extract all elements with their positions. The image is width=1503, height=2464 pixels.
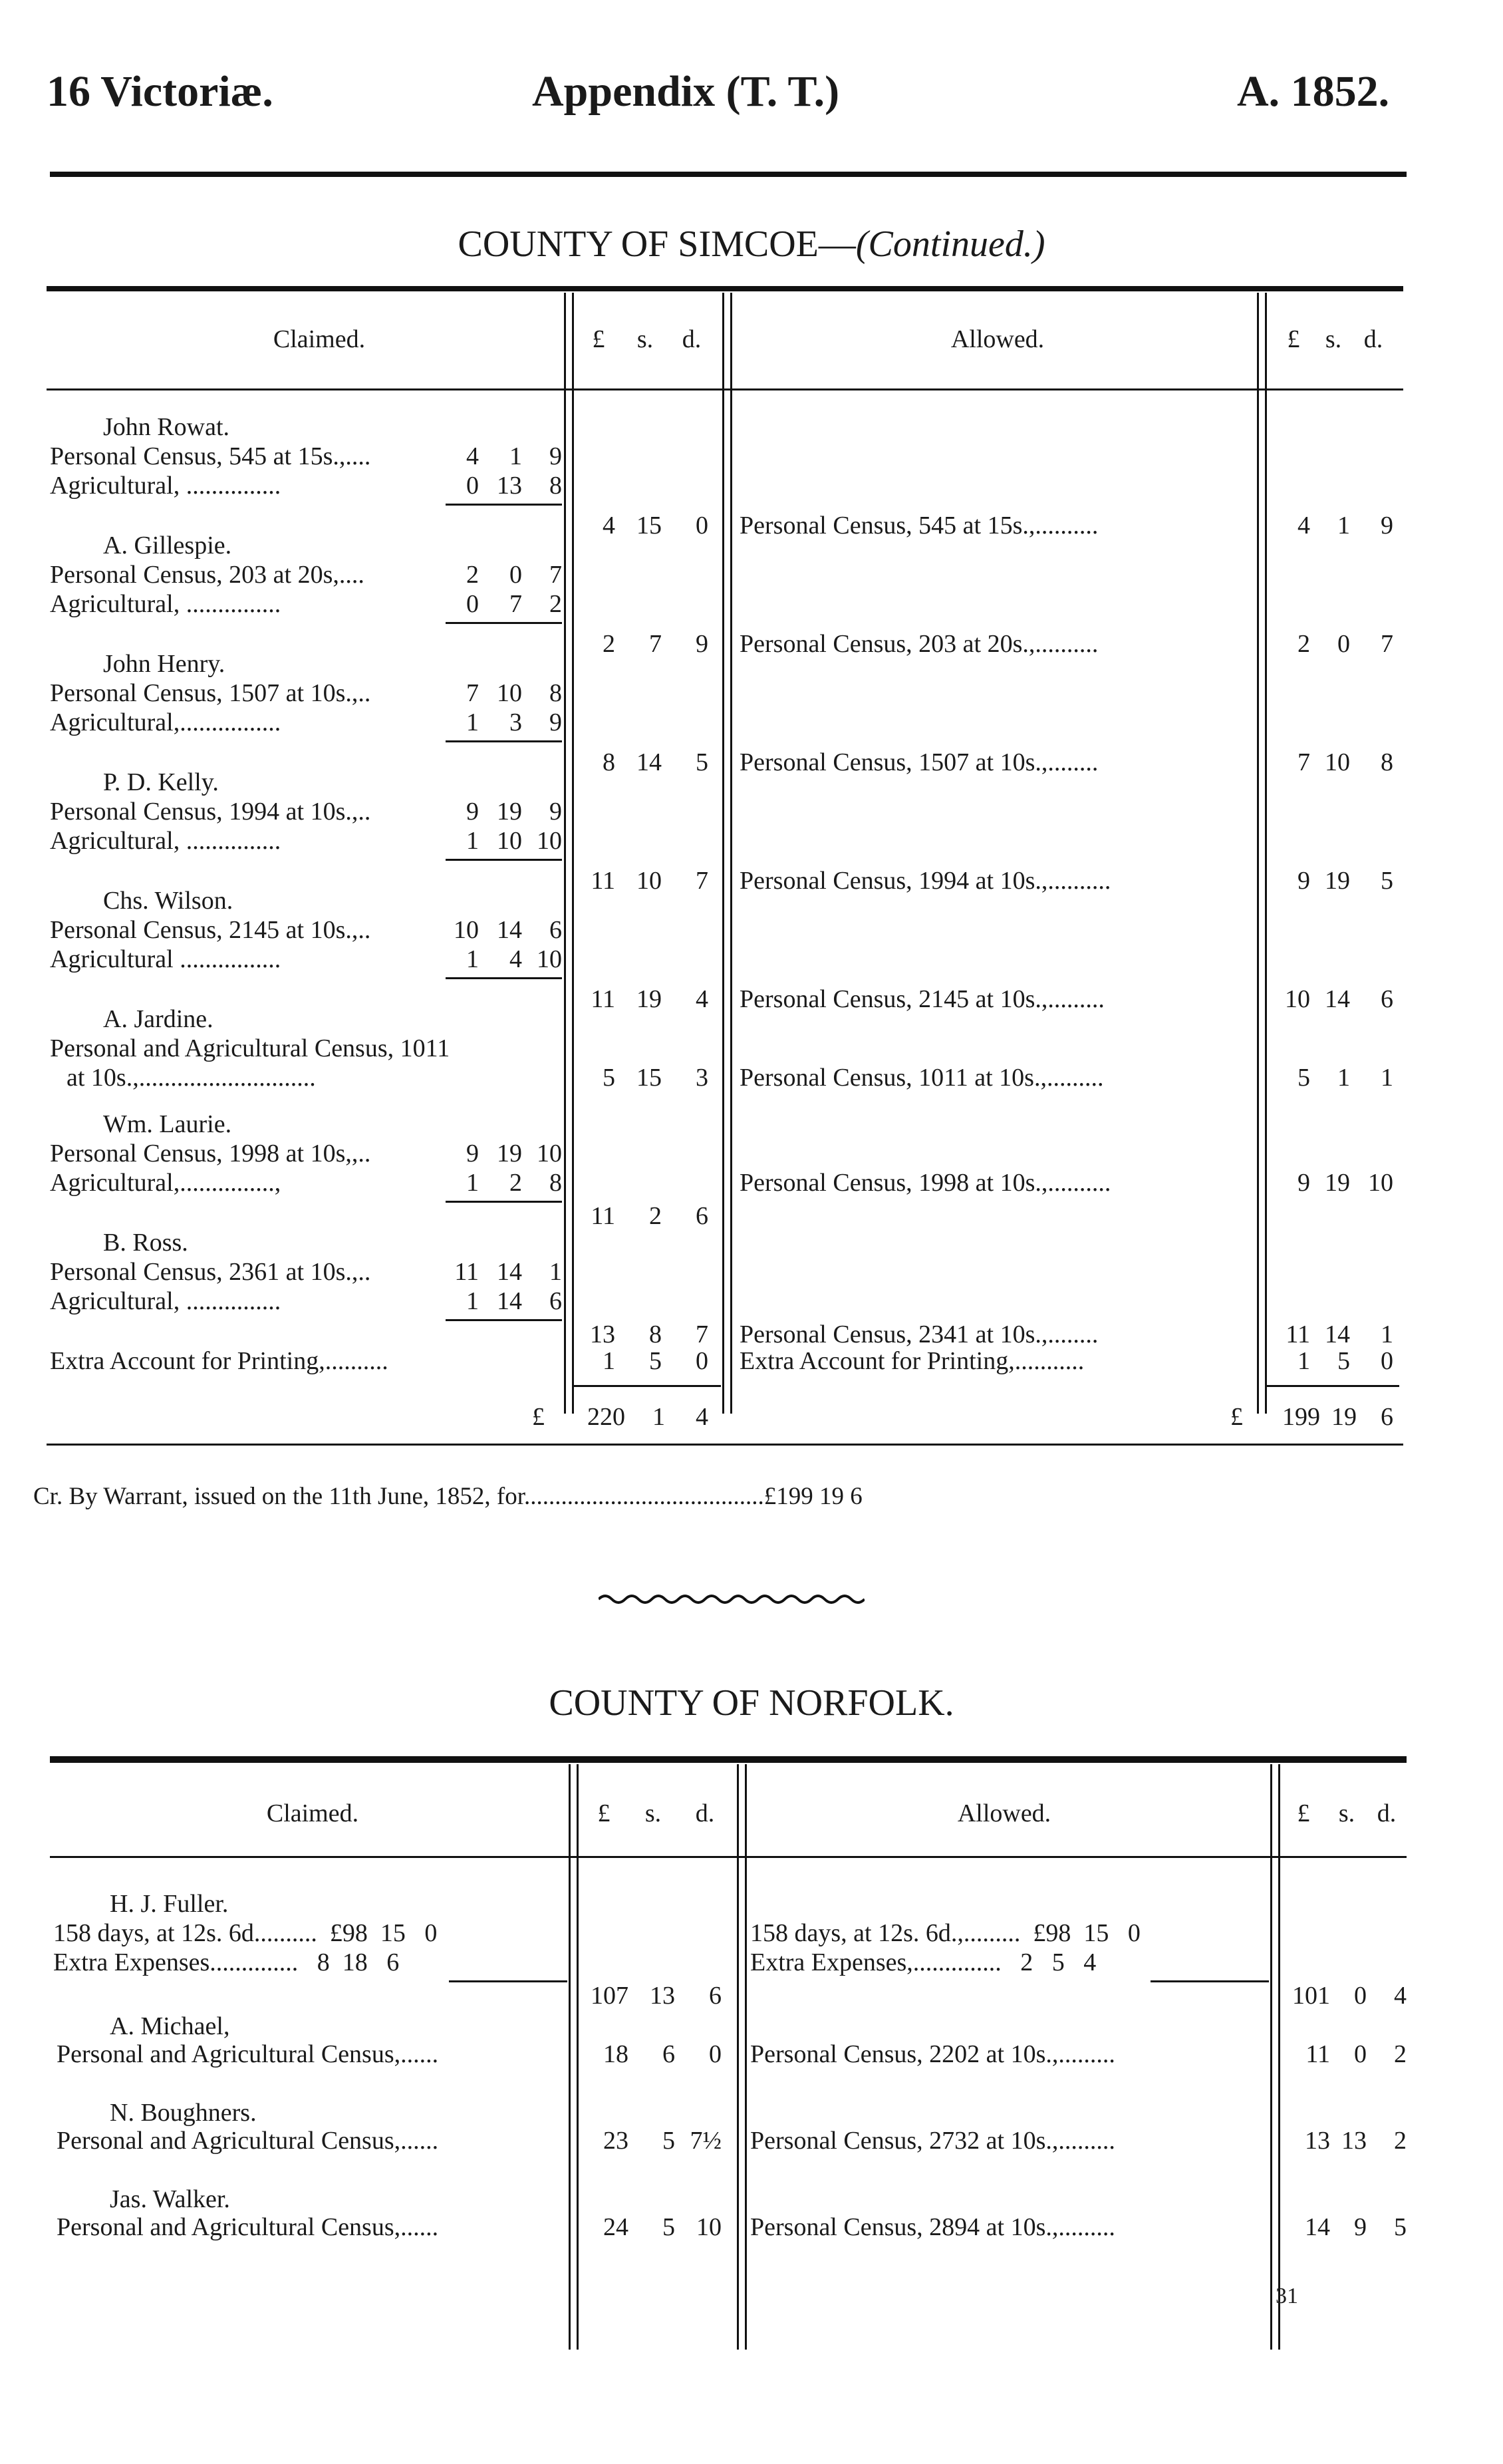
total-pounds: 13 xyxy=(590,1320,615,1348)
header-year: A. 1852. xyxy=(1237,67,1390,116)
total-shillings: 2 xyxy=(649,1202,662,1230)
total-shillings: 19 xyxy=(636,985,662,1013)
total-pence: 3 xyxy=(696,1064,708,1092)
warrant-line: Cr. By Warrant, issued on the 11th June, 1852, for.......................................£199 19 6 xyxy=(33,1483,863,1510)
allowed-line: Personal Census, 2732 at 10s.,......... xyxy=(750,2127,1115,2155)
claim-line: Extra Expenses.............. 8 18 6 xyxy=(53,1948,400,1976)
allowed-header: Allowed. xyxy=(950,325,1045,353)
claim-shillings: 7 xyxy=(509,590,522,618)
claim-line: Agricultural, ............... xyxy=(50,1287,281,1315)
claim-line: Personal Census, 545 at 15s.,.... xyxy=(50,442,371,470)
allowed-pence: 7 xyxy=(1381,630,1393,658)
total-pounds: 8 xyxy=(603,748,615,776)
total-pence: 6 xyxy=(696,1202,708,1230)
total-shillings: 5 xyxy=(662,2213,675,2241)
simcoe-bottom-rule xyxy=(47,1444,1403,1446)
claim-pounds: 0 xyxy=(466,472,479,500)
allowed-shillings: 14 xyxy=(1325,985,1350,1013)
allowed-shillings: 10 xyxy=(1325,748,1350,776)
allowed-pence: 2 xyxy=(1394,2040,1407,2068)
claim-pence: 7 xyxy=(549,561,562,589)
claim-pounds: 11 xyxy=(454,1258,479,1286)
pound-header: £ xyxy=(597,1799,611,1827)
sum-rule xyxy=(446,622,562,624)
allowed-shillings: 19 xyxy=(1325,1169,1350,1197)
page-number: 31 xyxy=(1276,2284,1298,2308)
claim-pence: 6 xyxy=(549,1287,562,1315)
total-shillings: 8 xyxy=(649,1320,662,1348)
claimant-name: P. D. Kelly. xyxy=(103,768,219,796)
claimant-name: B. Ross. xyxy=(103,1229,188,1257)
extra-account-line: Extra Account for Printing,.......... xyxy=(50,1347,388,1375)
allowed-pounds: 9 xyxy=(1298,867,1310,895)
total-pence: 6 xyxy=(709,1982,722,2010)
pence-header: d. xyxy=(1363,325,1383,353)
claim-pence: 10 xyxy=(537,945,562,973)
allowed-pounds: 10 xyxy=(1285,985,1310,1013)
claim-pounds: 1 xyxy=(466,708,479,736)
norfolk-col-rule xyxy=(569,1764,571,2350)
total-pence: 7 xyxy=(696,867,708,895)
allowed-shillings: 0 xyxy=(1354,1982,1367,2010)
allowed-line: Personal Census, 1011 at 10s.,......... xyxy=(740,1064,1104,1092)
simcoe-col-rule xyxy=(1265,293,1267,1414)
claim-pence: 1 xyxy=(549,1258,562,1286)
claim-pounds: 1 xyxy=(466,945,479,973)
allowed-line: 158 days, at 12s. 6d.,......... £98 15 0 xyxy=(750,1919,1141,1947)
allowed-pence: 1 xyxy=(1381,1064,1393,1092)
grand-allowed-shillings: 19 xyxy=(1331,1403,1357,1431)
claim-line: Personal Census, 1998 at 10s,,.. xyxy=(50,1140,371,1167)
claimant-name: A. Gillespie. xyxy=(103,532,232,559)
shilling-header: s. xyxy=(636,325,654,353)
allowed-line: Personal Census, 203 at 20s.,.......... xyxy=(740,630,1099,658)
sum-rule xyxy=(446,504,562,506)
claim-pence: 8 xyxy=(549,472,562,500)
total-pence: 9 xyxy=(696,630,708,658)
claim-line: Agricultural, ............... xyxy=(50,472,281,500)
claim-line: at 10s.,............................ xyxy=(67,1064,316,1092)
allowed-line: Personal Census, 2145 at 10s.,......... xyxy=(740,985,1105,1013)
claim-line: Personal and Agricultural Census,...... xyxy=(57,2040,439,2068)
claim-pounds: 0 xyxy=(466,590,479,618)
total-pounds: 23 xyxy=(603,2127,628,2155)
grand-total-rule xyxy=(1266,1385,1399,1387)
allowed-pounds: 11 xyxy=(1305,2040,1330,2068)
allowed-pounds: 4 xyxy=(1298,512,1310,539)
claim-pounds: 4 xyxy=(466,442,479,470)
claim-line: Personal and Agricultural Census, 1011 xyxy=(50,1034,450,1062)
allowed-shillings: 14 xyxy=(1325,1320,1350,1348)
claim-pounds: 9 xyxy=(466,798,479,826)
grand-total-shillings: 1 xyxy=(652,1403,665,1431)
claim-shillings: 14 xyxy=(497,1258,522,1286)
claim-shillings: 14 xyxy=(497,1287,522,1315)
pound-symbol: £ xyxy=(532,1403,545,1431)
allowed-line: Personal Census, 1994 at 10s.,.......... xyxy=(740,867,1111,895)
allowed-line: Personal Census, 1998 at 10s.,.......... xyxy=(740,1169,1111,1197)
claimant-name: John Rowat. xyxy=(103,413,229,441)
total-pounds: 11 xyxy=(591,985,615,1013)
total-pounds: 2 xyxy=(603,630,615,658)
total-shillings: 5 xyxy=(649,1347,662,1375)
claim-line: Personal Census, 203 at 20s,.... xyxy=(50,561,364,589)
simcoe-col-rule xyxy=(730,293,732,1414)
simcoe-col-rule xyxy=(572,293,574,1414)
allowed-line: Extra Expenses,.............. 2 5 4 xyxy=(750,1948,1097,1976)
claim-line: Personal and Agricultural Census,...... xyxy=(57,2127,439,2155)
pound-header: £ xyxy=(592,325,605,353)
claim-pence: 6 xyxy=(549,916,562,944)
claim-pence: 10 xyxy=(537,1140,562,1167)
total-pence: 5 xyxy=(696,748,708,776)
claim-pounds: 10 xyxy=(454,916,479,944)
grand-allowed-pence: 6 xyxy=(1381,1403,1393,1431)
claim-shillings: 3 xyxy=(509,708,522,736)
sum-rule xyxy=(449,1980,567,1982)
claimed-header: Claimed. xyxy=(266,1799,359,1827)
allowed-pounds: 13 xyxy=(1305,2127,1330,2155)
allowed-pounds: 7 xyxy=(1298,748,1310,776)
claim-shillings: 0 xyxy=(509,561,522,589)
allowed-pence: 2 xyxy=(1394,2127,1407,2155)
sum-rule xyxy=(446,1319,562,1321)
pound-header: £ xyxy=(1287,325,1300,353)
claim-pence: 9 xyxy=(549,798,562,826)
header-session: 16 Victoriæ. xyxy=(47,67,273,116)
claim-line: Agricultural,..............., xyxy=(50,1169,281,1197)
claim-line: Agricultural,................ xyxy=(50,708,281,736)
shilling-header: s. xyxy=(644,1799,662,1827)
claimant-name: A. Jardine. xyxy=(103,1005,213,1033)
allowed-line: Personal Census, 2894 at 10s.,......... xyxy=(750,2213,1115,2241)
claim-pence: 2 xyxy=(549,590,562,618)
total-shillings: 7 xyxy=(649,630,662,658)
claimant-name: Chs. Wilson. xyxy=(103,887,233,915)
allowed-line: Personal Census, 1507 at 10s.,........ xyxy=(740,748,1099,776)
total-pounds: 11 xyxy=(591,1202,615,1230)
grand-total-pounds: 220 xyxy=(587,1403,625,1431)
simcoe-title: COUNTY OF SIMCOE—(Continued.) xyxy=(458,224,1045,265)
claimant-name: H. J. Fuller. xyxy=(110,1890,229,1918)
header-rule xyxy=(50,172,1407,177)
total-shillings: 6 xyxy=(662,2040,675,2068)
total-shillings: 15 xyxy=(636,512,662,539)
norfolk-title: COUNTY OF NORFOLK. xyxy=(549,1682,954,1724)
claim-shillings: 19 xyxy=(497,798,522,826)
claim-pounds: 7 xyxy=(466,679,479,707)
claim-pounds: 9 xyxy=(466,1140,479,1167)
norfolk-col-rule xyxy=(1270,1764,1272,2350)
ornament-squiggle xyxy=(599,1591,865,1607)
claimed-header: Claimed. xyxy=(273,325,366,353)
allowed-pence: 9 xyxy=(1381,512,1393,539)
claim-shillings: 14 xyxy=(497,916,522,944)
claim-shillings: 19 xyxy=(497,1140,522,1167)
allowed-shillings: 0 xyxy=(1354,2040,1367,2068)
allowed-shillings: 13 xyxy=(1341,2127,1367,2155)
allowed-pence: 0 xyxy=(1381,1347,1393,1375)
allowed-pounds: 11 xyxy=(1286,1320,1310,1348)
claim-pence: 9 xyxy=(549,442,562,470)
shilling-header: s. xyxy=(1338,1799,1355,1827)
total-pence: 0 xyxy=(709,2040,722,2068)
sum-rule xyxy=(446,859,562,861)
total-pence: 4 xyxy=(696,985,708,1013)
pence-header: d. xyxy=(695,1799,715,1827)
allowed-line: Personal Census, 2341 at 10s.,........ xyxy=(740,1320,1099,1348)
claim-line: Agricultural ................ xyxy=(50,945,281,973)
total-shillings: 13 xyxy=(650,1982,675,2010)
claim-pence: 8 xyxy=(549,1169,562,1197)
claim-line: Agricultural, ............... xyxy=(50,590,281,618)
total-pounds: 24 xyxy=(603,2213,628,2241)
allowed-pence: 6 xyxy=(1381,985,1393,1013)
pound-header: £ xyxy=(1297,1799,1310,1827)
total-pence: 0 xyxy=(696,512,708,539)
allowed-pence: 4 xyxy=(1394,1982,1407,2010)
claim-shillings: 10 xyxy=(497,679,522,707)
pence-header: d. xyxy=(1377,1799,1397,1827)
total-pence: 7 xyxy=(696,1320,708,1348)
claim-pounds: 1 xyxy=(466,1287,479,1315)
allowed-pounds: 1 xyxy=(1298,1347,1310,1375)
shilling-header: s. xyxy=(1325,325,1342,353)
total-shillings: 15 xyxy=(636,1064,662,1092)
claim-shillings: 13 xyxy=(497,472,522,500)
pound-symbol: £ xyxy=(1230,1403,1243,1431)
claim-line: Personal Census, 1994 at 10s.,.. xyxy=(50,798,371,826)
allowed-pence: 5 xyxy=(1394,2213,1407,2241)
total-pounds: 4 xyxy=(603,512,615,539)
allowed-header: Allowed. xyxy=(957,1799,1051,1827)
sum-rule xyxy=(446,1201,562,1203)
allowed-pence: 8 xyxy=(1381,748,1393,776)
simcoe-header-rule xyxy=(47,388,1403,390)
claim-line: Personal Census, 2361 at 10s.,.. xyxy=(50,1258,371,1286)
claim-shillings: 4 xyxy=(509,945,522,973)
sum-rule xyxy=(1151,1980,1269,1982)
allowed-pence: 1 xyxy=(1381,1320,1393,1348)
claimant-name: N. Boughners. xyxy=(110,2099,257,2127)
allowed-pounds: 14 xyxy=(1305,2213,1330,2241)
allowed-shillings: 1 xyxy=(1337,1064,1350,1092)
claim-pounds: 1 xyxy=(466,1169,479,1197)
allowed-line: Personal Census, 2202 at 10s.,......... xyxy=(750,2040,1115,2068)
norfolk-col-rule xyxy=(745,1764,747,2350)
sum-rule xyxy=(446,740,562,742)
allowed-line: Personal Census, 545 at 15s.,.......... xyxy=(740,512,1099,539)
allowed-pence: 5 xyxy=(1381,867,1393,895)
claim-line: Agricultural, ............... xyxy=(50,827,281,855)
claimant-name: John Henry. xyxy=(103,650,225,678)
simcoe-col-rule xyxy=(564,293,566,1414)
norfolk-header-rule xyxy=(50,1856,1407,1858)
total-pounds: 5 xyxy=(603,1064,615,1092)
simcoe-col-rule xyxy=(1257,293,1259,1414)
claim-line: 158 days, at 12s. 6d.......... £98 15 0 xyxy=(53,1919,438,1947)
allowed-pounds: 5 xyxy=(1298,1064,1310,1092)
claim-shillings: 2 xyxy=(509,1169,522,1197)
claim-shillings: 1 xyxy=(509,442,522,470)
claim-line: Personal and Agricultural Census,...... xyxy=(57,2213,439,2241)
grand-total-rule xyxy=(573,1385,721,1387)
pence-header: d. xyxy=(682,325,702,353)
total-pounds: 11 xyxy=(591,867,615,895)
allowed-shillings: 9 xyxy=(1354,2213,1367,2241)
total-shillings: 14 xyxy=(636,748,662,776)
claim-pounds: 1 xyxy=(466,827,479,855)
total-pounds: 107 xyxy=(591,1982,628,2010)
sum-rule xyxy=(446,977,562,979)
claimant-name: Jas. Walker. xyxy=(110,2185,230,2213)
claim-pence: 10 xyxy=(537,827,562,855)
claim-pence: 9 xyxy=(549,708,562,736)
total-pounds: 1 xyxy=(603,1347,615,1375)
allowed-shillings: 1 xyxy=(1337,512,1350,539)
total-shillings: 10 xyxy=(636,867,662,895)
allowed-pounds: 9 xyxy=(1298,1169,1310,1197)
total-pence: 0 xyxy=(696,1347,708,1375)
claimant-name: Wm. Laurie. xyxy=(103,1110,232,1138)
allowed-shillings: 19 xyxy=(1325,867,1350,895)
allowed-shillings: 0 xyxy=(1337,630,1350,658)
claim-pence: 8 xyxy=(549,679,562,707)
norfolk-top-rule xyxy=(50,1756,1407,1763)
allowed-pounds: 2 xyxy=(1298,630,1310,658)
header-appendix: Appendix (T. T.) xyxy=(532,67,840,116)
allowed-pounds: 101 xyxy=(1292,1982,1330,2010)
grand-allowed-pounds: 199 xyxy=(1282,1403,1320,1431)
norfolk-col-rule xyxy=(737,1764,739,2350)
simcoe-col-rule xyxy=(722,293,724,1414)
claim-pounds: 2 xyxy=(466,561,479,589)
allowed-shillings: 5 xyxy=(1337,1347,1350,1375)
claim-line: Personal Census, 2145 at 10s.,.. xyxy=(50,916,371,944)
total-pounds: 18 xyxy=(603,2040,628,2068)
total-pence: 10 xyxy=(696,2213,722,2241)
grand-total-pence: 4 xyxy=(696,1403,708,1431)
extra-allowed-line: Extra Account for Printing,........... xyxy=(740,1347,1085,1375)
allowed-pence: 10 xyxy=(1368,1169,1393,1197)
claim-line: Personal Census, 1507 at 10s.,.. xyxy=(50,679,371,707)
total-pence: 7½ xyxy=(690,2127,722,2155)
claimant-name: A. Michael, xyxy=(110,2012,230,2040)
claim-shillings: 10 xyxy=(497,827,522,855)
total-shillings: 5 xyxy=(662,2127,675,2155)
simcoe-top-rule xyxy=(47,286,1403,291)
